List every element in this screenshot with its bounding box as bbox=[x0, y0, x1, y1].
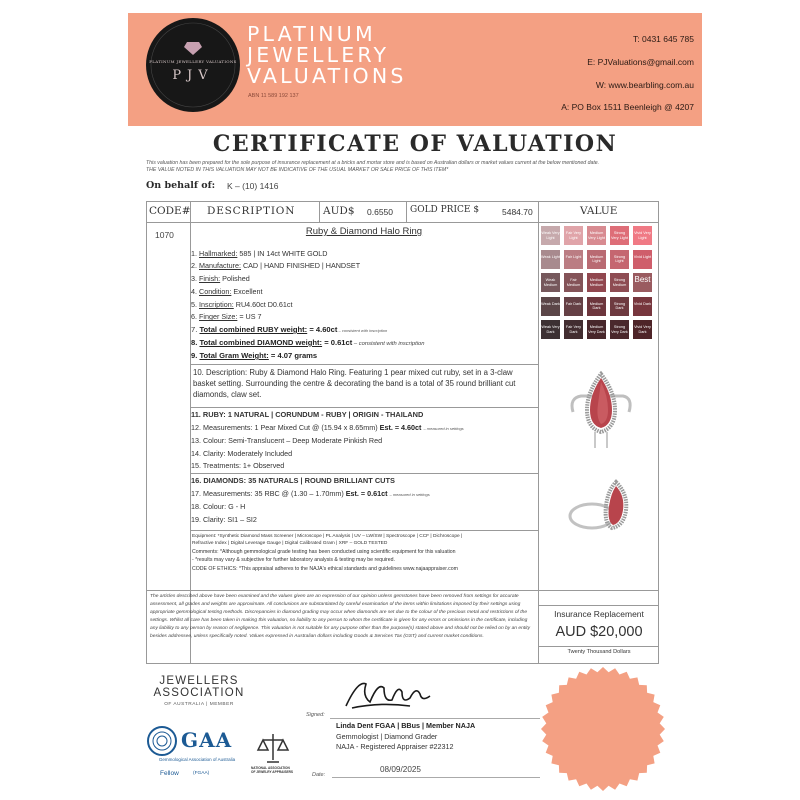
diamonds-colour: 18. Colour: G - H bbox=[191, 502, 246, 511]
code-header: CODE# bbox=[149, 205, 191, 217]
line-hallmarked: 1. Hallmarked: 585 | IN 14ct WHITE GOLD bbox=[191, 249, 328, 258]
line-finger-size: 6. Finger Size: = US 7 bbox=[191, 312, 262, 321]
valuation-date: 08/09/2025 bbox=[380, 765, 421, 774]
page-title: CERTIFICATE OF VALUATION bbox=[212, 131, 618, 157]
disclaimer: The articles described above have been examined and the values given are an expression of our opinion unless gemstones have been removed from settings for accurate assessment, all grades and weights are approximate. All conclusions are substantiated by careful examination of the items within limitations imposed by their settings using appropriate gemmological testing methods. Discrepancies in diamond grading may occur when diamonds are set due to the colour of the precious metal and restrictions of the settings. Whilst all care has been taken in making this valuation, no liability to any person to whom the certificate is given for any errors or omissions in the certificate, including any liability to any person by reason of negligence. This valuation is not suitable for any purpose other than the purpose(s) stated above and should not be relied on by an entity besides addressee, unless specifically noted. Values expressed in Australian dollars including Goods & Services Tax (GST) and current market conditions. bbox=[150, 594, 531, 639]
comments-note: Comments: *Although gemmological grade testing has been conducted using scientific equipment for this valuation bbox=[192, 549, 456, 555]
insurance-value-words: Twenty Thousand Dollars bbox=[567, 649, 631, 655]
colour-swatch: Strong Medium bbox=[610, 273, 629, 292]
insurance-value: AUD $20,000 bbox=[555, 624, 643, 640]
item-description: 10. Description: Ruby & Diamond Halo Ring. Featuring 1 pear mixed cut ruby, set in a 3-claw basket setting. Surrounding the centre & decorating the band is a total of 35 round brilliant cut diamonds, claw set. bbox=[193, 368, 516, 399]
colour-swatch: Vivid Light bbox=[633, 250, 652, 269]
signatory-title: Gemmologist | Diamond Grader bbox=[336, 732, 438, 741]
notice-line-2: THE VALUE NOTED IN THIS VALUATION MAY NOT BE INDICATIVE OF THE USUAL MARKET OR SALE PRICE OF THIS ITEM* bbox=[146, 167, 449, 173]
jewellers-association-logo: JEWELLERS ASSOCIATION bbox=[153, 675, 245, 699]
equipment-note-2: Refractive Index | Digital Leverage Gauge | Digital Calibrated Gram | XRF – GOLD TESTED bbox=[192, 541, 388, 546]
colour-swatch: Medium Very Dark bbox=[587, 320, 606, 339]
on-behalf-value: K – (10) 1416 bbox=[227, 181, 279, 191]
seal-stamp bbox=[540, 666, 666, 792]
abn: ABN 11 589 192 137 bbox=[248, 93, 299, 99]
diamonds-measurements: 17. Measurements: 35 RBC @ (1.30 – 1.70mm) Est. = 0.61ct – measured in settings bbox=[191, 489, 430, 498]
signed-label: Signed: bbox=[306, 712, 325, 718]
colour-swatch: Weak Light bbox=[541, 250, 560, 269]
phone: T: 0431 645 785 bbox=[633, 34, 694, 44]
gaa-name: Gemmological Association of Australia bbox=[158, 757, 236, 762]
ethics-note[interactable]: CODE OF ETHICS: *This appraisal adheres to the NAJA's ethical standards and guidelines www.najaappraiser.com bbox=[192, 566, 458, 572]
ruby-measurements: 12. Measurements: 1 Pear Mixed Cut @ (15.94 x 8.65mm) Est. = 4.60ct – measured in settings bbox=[191, 423, 464, 432]
signatory-name: Linda Dent FGAA | BBus | Member NAJA bbox=[336, 721, 476, 730]
colour-swatch: Fair Very Light bbox=[564, 226, 583, 245]
ruby-treatments: 15. Treatments: 1+ Observed bbox=[191, 461, 285, 470]
on-behalf-label: On behalf of: bbox=[146, 180, 216, 191]
colour-swatch: Medium Medium bbox=[587, 273, 606, 292]
colour-swatch: Medium Light bbox=[587, 250, 606, 269]
colour-swatch: Strong Very Dark bbox=[610, 320, 629, 339]
signatory-registration: NAJA - Registered Appraiser #22312 bbox=[336, 742, 454, 751]
line-gram-weight: 9. Total Gram Weight: = 4.07 grams bbox=[191, 351, 318, 360]
date-label: Date: bbox=[312, 772, 326, 778]
gaa-emblem-icon bbox=[147, 726, 177, 756]
signature bbox=[340, 672, 440, 716]
fellow-label: Fellow bbox=[160, 770, 179, 777]
website[interactable]: W: www.bearbling.com.au bbox=[595, 80, 694, 90]
insurance-label: Insurance Replacement bbox=[554, 609, 644, 619]
colour-swatch: Fair Dark bbox=[564, 297, 583, 316]
line-condition: 4. Condition: Excellent bbox=[191, 287, 263, 296]
colour-swatch: Vivid Very Dark bbox=[633, 320, 652, 339]
line-ruby-weight: 7. Total combined RUBY weight: = 4.60ct – consistent with inscription bbox=[191, 325, 388, 334]
equipment-note: Equipment: *Synthetic Diamond Mass Screener | Microscope | PL Analysis | UV – LW/SW | Spectroscope | CCF | Dichroscope | bbox=[192, 534, 463, 539]
ring-front-image bbox=[565, 368, 637, 460]
colour-swatch: Medium Very Light bbox=[587, 226, 606, 245]
colour-grade-chart bbox=[541, 226, 656, 346]
description-header: DESCRIPTION bbox=[207, 205, 296, 217]
gaa-logo: GAA bbox=[181, 728, 233, 752]
notice-line-1: This valuation has been prepared for the sole purpose of insurance replacement at a bricks and mortar store and is based on Australian dollars or market values current at the below mentioned date. bbox=[146, 160, 600, 166]
colour-swatch: Fair Light bbox=[564, 250, 583, 269]
colour-swatch: Vivid Dark bbox=[633, 297, 652, 316]
company-name: PLATINUM JEWELLERY VALUATIONS bbox=[247, 22, 407, 88]
gold-price-value: 5484.70 bbox=[502, 207, 533, 217]
colour-swatch: Best bbox=[633, 273, 652, 292]
ruby-colour: 13. Colour: Semi-Translucent – Deep Moderate Pinkish Red bbox=[191, 436, 383, 445]
item-title: Ruby & Diamond Halo Ring bbox=[305, 226, 423, 237]
line-manufacture: 2. Manufacture: CAD | HAND FINISHED | HANDSET bbox=[191, 261, 361, 270]
logo-ring-icon bbox=[146, 18, 240, 112]
colour-swatch: Weak Very Light bbox=[541, 226, 560, 245]
line-inscription: 5. Inscription: RU4.60ct D0.61ct bbox=[191, 300, 293, 309]
colour-swatch: Weak Medium bbox=[541, 273, 560, 292]
colour-swatch: Strong Very Light bbox=[610, 226, 629, 245]
naja-scales-icon bbox=[255, 730, 291, 766]
colour-swatch: Strong Light bbox=[610, 250, 629, 269]
line-diamond-weight: 8. Total combined DIAMOND weight: = 0.61ct – consistent with inscription bbox=[191, 338, 425, 347]
colour-swatch: Vivid Very Light bbox=[633, 226, 652, 245]
item-code: 1070 bbox=[155, 230, 174, 240]
line-finish: 3. Finish: Polished bbox=[191, 274, 250, 283]
address: A: PO Box 1511 Beenleigh @ 4207 bbox=[561, 102, 694, 112]
aud-value: 0.6550 bbox=[367, 207, 393, 217]
colour-swatch: Strong Dark bbox=[610, 297, 629, 316]
email[interactable]: E: PJValuations@gmail.com bbox=[587, 57, 694, 67]
naja-name: NATIONAL ASSOCIATION OF JEWELRY APPRAISERS bbox=[251, 766, 294, 774]
ruby-heading: 11. RUBY: 1 NATURAL | CORUNDUM - RUBY | ORIGIN - THAILAND bbox=[191, 410, 424, 419]
logo-ring-text: PLATINUM JEWELLERY VALUATIONS bbox=[149, 59, 237, 64]
aud-label: AUD$ bbox=[323, 205, 355, 217]
value-header: VALUE bbox=[580, 205, 618, 217]
pjv-logo bbox=[146, 18, 240, 112]
fellow-abbr: (FGAA) bbox=[193, 771, 210, 776]
ruby-clarity: 14. Clarity: Moderately Included bbox=[191, 449, 293, 458]
colour-swatch: Weak Dark bbox=[541, 297, 560, 316]
gold-price-label: GOLD PRICE $ bbox=[410, 205, 480, 215]
comments-note-2: - *results may vary & subjective for further laboratory analysis & testing may be required. bbox=[192, 557, 395, 563]
colour-swatch: Medium Dark bbox=[587, 297, 606, 316]
logo-monogram: PJV bbox=[172, 68, 214, 83]
jewellers-association-member: OF AUSTRALIA | MEMBER bbox=[164, 702, 234, 707]
colour-swatch: Fair Medium bbox=[564, 273, 583, 292]
colour-swatch: Weak Very Dark bbox=[541, 320, 560, 339]
ring-side-image bbox=[566, 476, 638, 536]
colour-swatch: Fair Very Dark bbox=[564, 320, 583, 339]
diamonds-heading: 16. DIAMONDS: 35 NATURALS | ROUND BRILLIANT CUTS bbox=[191, 476, 395, 485]
diamonds-clarity: 19. Clarity: SI1 – SI2 bbox=[191, 515, 257, 524]
